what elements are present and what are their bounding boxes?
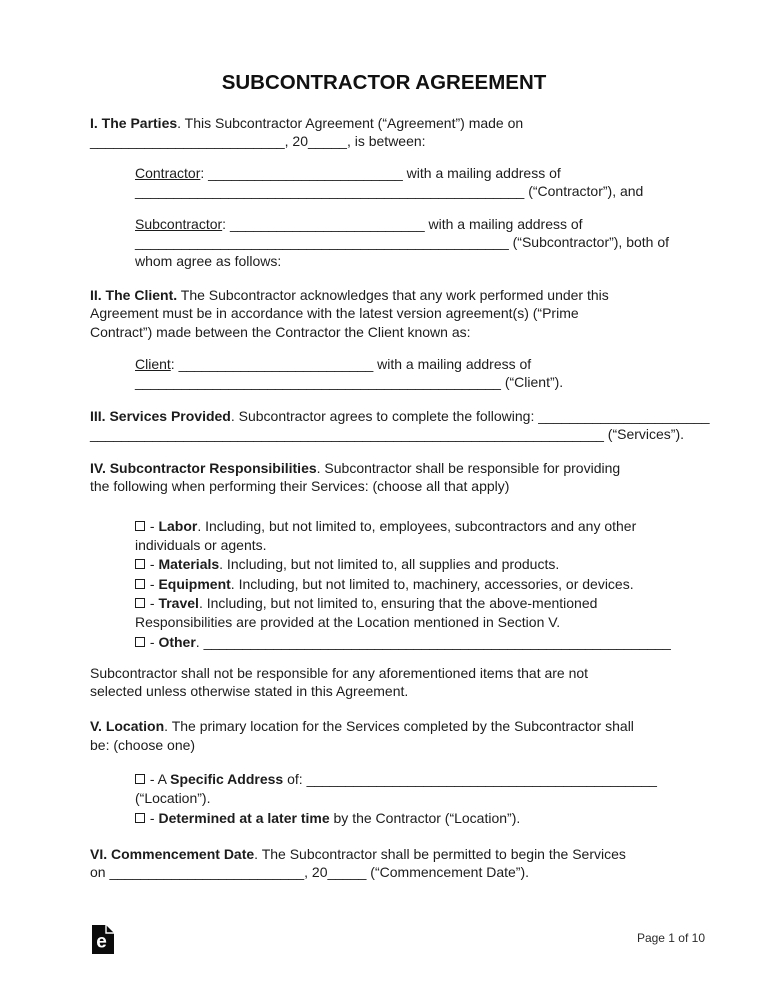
subcontractor-label: Subcontractor [135,216,223,233]
section-vi-commencement [90,845,678,882]
checkbox-item-equipment [135,575,678,594]
determined-later-checkbox-icon[interactable] [135,813,145,823]
client-text2: (“Client”). [500,374,564,391]
equipment-text: . Including, but not limited to, machinery, accessories, or devices. [230,575,634,592]
section-vi-heading: VI. Commencement Date [90,845,255,862]
eforms-logo [91,924,115,955]
section-vi-text2: on [90,864,110,881]
equipment-label: Equipment [158,575,231,592]
subcontractor-line3 [135,252,678,270]
equipment-checkbox-icon[interactable] [135,579,145,589]
section-ii-line3 [90,323,678,341]
contractor-text2: (“Contractor”), and [524,182,644,199]
equipment-prefix: - [146,575,159,592]
checkbox-item-specific-address-line2 [135,789,678,808]
checkbox-item-labor-line2 [135,536,678,555]
section-i-parties [90,114,678,151]
subcontractor-line2 [135,233,678,251]
section-ii-text3: Contract”) made between the Contractor the Client known as: [90,323,471,340]
section-ii-client [90,286,678,341]
section-iii-text: . Subcontractor agrees to complete the following: [230,407,539,424]
responsibilities-disclaimer [90,664,678,701]
contractor-text: with a mailing address of [402,164,561,181]
subcontractor-line1 [135,215,678,233]
travel-checkbox-icon[interactable] [135,598,145,608]
section-iii-line2 [90,425,685,443]
section-i-line2 [90,132,678,150]
document-page-icon [91,924,115,955]
subcontractor-text: with a mailing address of [424,216,583,233]
disclaimer-line2 [90,682,678,700]
specific-address-label: Specific Address [170,771,284,788]
travel-prefix: - [146,594,159,611]
labor-text: . Including, but not limited to, employees, subcontractors and any other [197,517,637,534]
other-label: Other [158,633,196,650]
section-ii-text2: Agreement must be in accordance with the latest version agreement(s) (“Prime [90,305,579,322]
commencement-year-field: _____ [327,864,367,881]
checkbox-item-travel-line2 [135,613,678,632]
section-vi-text4: (“Commencement Date”). [366,864,530,881]
subcontractor-block [135,215,678,270]
contractor-block [135,164,678,201]
checkbox-item-determined-later [135,809,678,828]
checkbox-item-materials [135,555,678,574]
travel-label: Travel [158,594,199,611]
checkbox-item-labor [135,517,678,536]
section-v-line1 [90,717,678,735]
subcontractor-text3: whom agree as follows: [135,252,282,269]
other-field: ____________________________________________________________ [203,633,671,650]
contractor-colon: : [200,164,209,181]
section-iv-text: . Subcontractor shall be responsible for providing [316,460,621,477]
subcontractor-colon: : [222,216,230,233]
materials-prefix: - [146,556,159,573]
page-number: Page 1 of 10 [636,931,705,945]
labor-text2: individuals or agents. [135,537,267,554]
document-title: SUBCONTRACTOR AGREEMENT [221,71,547,94]
other-checkbox-icon[interactable] [135,637,145,647]
contractor-line1 [135,164,678,182]
section-vi-line1 [90,845,678,863]
agreement-date-field: _________________________ [90,133,285,150]
section-iv-line2 [90,477,678,495]
travel-text: . Including, but not limited to, ensuring that the above-mentioned [198,594,598,611]
checkbox-item-specific-address [135,770,678,789]
commencement-date-field: _________________________ [109,864,305,881]
contractor-name-field: _________________________ [208,164,403,181]
section-iii-services [90,407,710,444]
labor-prefix: - [146,517,159,534]
specific-address-mid: of: [283,771,307,788]
other-prefix: - [146,633,159,650]
services-field-1: ______________________ [538,407,710,424]
location-checkbox-list [135,770,678,828]
section-iv-line1 [90,459,678,477]
agreement-year-field: _____ [308,133,347,150]
client-line2 [135,373,678,391]
section-v-line2 [90,736,678,754]
section-iv-heading: IV. Subcontractor Responsibilities [90,460,317,477]
responsibilities-checkbox-list [135,517,678,652]
section-v-text: . The primary location for the Services completed by the Subcontractor shall [164,718,634,735]
travel-text2: Responsibilities are provided at the Location mentioned in Section V. [135,614,561,631]
labor-label: Labor [158,517,198,534]
client-block [135,355,678,392]
section-vi-line2 [90,863,678,881]
disclaimer-line1 [90,664,678,682]
section-iv-text2: the following when performing their Services: (choose all that apply) [90,478,510,495]
determined-later-text: by the Contractor (“Location”). [329,809,521,826]
logo-letter: e [96,931,107,953]
section-i-text3: , is between: [346,133,426,150]
contractor-label: Contractor [135,164,201,181]
client-address-field: _______________________________________________ [135,374,501,391]
section-i-text2: , 20 [284,133,309,150]
section-v-location [90,717,678,754]
subcontractor-address-field: ________________________________________________ [135,234,509,251]
section-iii-heading: III. Services Provided [90,407,231,424]
section-ii-text: The Subcontractor acknowledges that any work performed under this [177,287,609,304]
subcontractor-name-field: _________________________ [229,216,425,233]
client-label: Client [135,355,171,372]
checkbox-item-other [135,633,678,652]
client-text: with a mailing address of [373,355,532,372]
section-i-text: . This Subcontractor Agreement (“Agreement”) made on [177,115,524,131]
disclaimer-text2: selected unless otherwise stated in this Agreement. [90,683,409,700]
section-i-heading: I. The Parties [90,115,178,131]
section-ii-heading: II. The Client. [90,287,178,304]
subcontractor-text2: (“Subcontractor”), both of [508,234,670,251]
section-ii-line2 [90,304,678,322]
client-name-field: _________________________ [178,355,374,372]
section-iii-line1 [90,407,710,425]
section-vi-text: . The Subcontractor shall be permitted to begin the Services [254,845,626,862]
specific-address-field: _____________________________________________ [306,771,657,788]
section-vi-text3: , 20 [304,864,328,881]
section-i-line1 [90,114,678,132]
labor-checkbox-icon[interactable] [135,521,145,531]
client-line1 [135,355,678,373]
specific-address-checkbox-icon[interactable] [135,774,145,784]
specific-address-text2: (“Location”). [135,790,211,807]
specific-address-prefix: - A [146,771,171,788]
section-ii-line1 [90,286,678,304]
materials-checkbox-icon[interactable] [135,559,145,569]
services-field-2: __________________________________________________________________ [90,425,604,442]
checkbox-item-travel [135,594,678,613]
section-v-text2: be: (choose one) [90,736,196,753]
contractor-address-field: __________________________________________________ [135,182,525,199]
disclaimer-text: Subcontractor shall not be responsible for any aforementioned items that are not [90,664,589,681]
other-sep: . [195,633,204,650]
materials-text: . Including, but not limited to, all supplies and products. [219,556,560,573]
materials-label: Materials [158,556,220,573]
contractor-line2 [135,182,678,200]
document-content [90,70,710,882]
section-iii-text2: (“Services”). [603,425,685,442]
determined-later-prefix: - [146,809,159,826]
section-iv-responsibilities [90,459,678,496]
determined-later-label: Determined at a later time [158,809,330,826]
client-colon: : [170,355,179,372]
section-v-heading: V. Location [90,718,165,735]
